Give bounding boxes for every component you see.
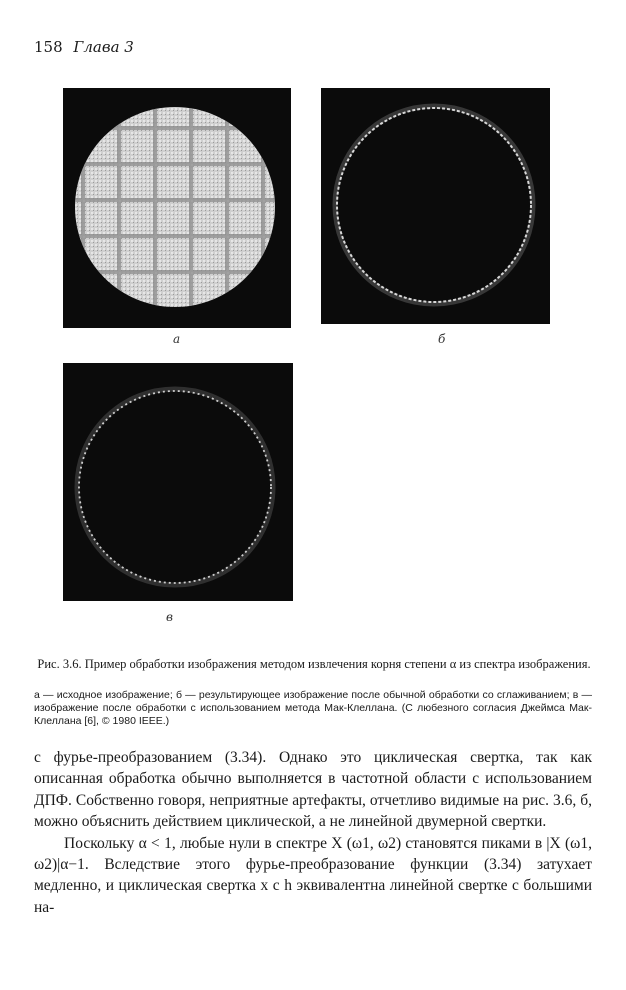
panel-label-b: б <box>438 332 446 346</box>
figure-panel-c <box>63 363 293 601</box>
ring-image-smoothed <box>321 88 550 324</box>
ring-image-mcclellan <box>63 363 293 601</box>
figure-caption-body: а — исходное изображение; б — результирующее изображение после обычной обработки со сглаживанием; в — изображение после обработки с использованием метода Мак-Клеллана. (С любезного согласия Джеймса Мак-Клеллана [6], © 1980 IEEE.) <box>34 689 592 727</box>
page-header <box>34 38 134 56</box>
chapter-title: Глава 3 <box>73 38 134 56</box>
panel-label-a: а <box>173 332 181 346</box>
panel-label-c: в <box>166 610 173 624</box>
paragraph-1: с фурье-преобразованием (3.34). Однако это циклическая свертка, так как описанная обработка обычно выполняется в частотной области с использованием ДПФ. Собственно говоря, неприятные артефакты, отчетливо видимые на рис. 3.6, б, можно объяснить действием циклической, а не линейной двумерной свертки. <box>34 749 592 831</box>
figure-caption-title: Рис. 3.6. Пример обработки изображения методом извлечения корня степени α из спектра изображения. <box>37 657 591 671</box>
figure-panel-b <box>321 88 550 324</box>
paragraph-2: Поскольку α < 1, любые нули в спектре X (ω1, ω2) становятся пиками в |X (ω1, ω2)|α−1. Вследствие этого фурье-преобразование функции (3.34) затухает медленно, и циклическая свертка x с h эквивалентна линейной свертке с большими на- <box>34 834 592 916</box>
textured-disc-image <box>63 88 291 328</box>
figure-panel-a <box>63 88 291 328</box>
body-text <box>34 747 592 918</box>
page-number: 158 <box>34 38 63 56</box>
